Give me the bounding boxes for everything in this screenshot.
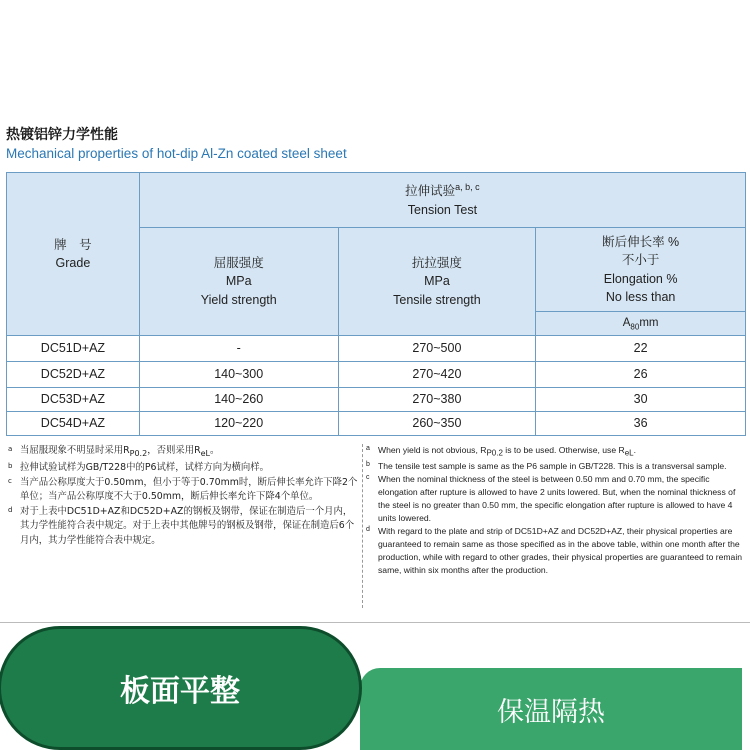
page-title-en: Mechanical properties of hot-dip Al-Zn coated steel sheet — [6, 146, 347, 161]
yield-cell: 120~220 — [139, 412, 338, 436]
bottom-divider — [0, 622, 750, 623]
yield-cell: - — [139, 336, 338, 362]
insulation-button[interactable]: 保温隔热 — [360, 668, 742, 750]
grade-cell: DC51D+AZ — [7, 336, 140, 362]
tensile-header-unit: MPa — [424, 274, 450, 289]
grade-header-en: Grade — [55, 256, 91, 270]
elong-cell: 26 — [536, 362, 746, 388]
table-row — [7, 412, 746, 436]
footnote-en-c: c When the nominal thickness of the steel is between 0.50 mm and 0.70 mm, the specific elongation after rupture is allowed to have 2 units lowered. But, when the nominal thickness of the steel is no greater than 0.50 mm, the specific elongation after rupture is allowed to have 4 units lowered. — [366, 473, 736, 523]
footnote-cn-b: b 拉伸试验试样为GB/T228中的P6试样，试样方向为横向样。 — [8, 462, 269, 474]
footnote-cn-c: c 当产品公称厚度大于0.50mm，但小于等于0.70mm时，断后伸长率允许下降2个单位；当产品公称厚度不大于0.50mm，断后伸长率允许下降4个单位。 — [8, 476, 358, 503]
footnote-cn-a: a 当屈服现象不明显时采用RP0.2，否则采用ReL。 — [8, 445, 220, 458]
tension-test-header — [139, 173, 745, 228]
flat-surface-button[interactable]: 板面平整 — [0, 626, 362, 750]
gauge-length-header: $A_{80}mm$ — [536, 312, 746, 336]
tension-header-en: Tension Test — [407, 202, 478, 217]
yield-header-unit: MPa — [225, 274, 252, 289]
elong-header-en2: No less than — [605, 289, 676, 304]
grade-cell: DC54D+AZ — [7, 412, 140, 436]
tension-header-sup: a, b, c — [455, 182, 480, 193]
yield-header-en: Yield strength — [200, 292, 277, 307]
yield-strength-header — [139, 228, 338, 336]
tensile-cell: 270~420 — [338, 362, 536, 388]
grade-header — [7, 173, 140, 336]
tensile-header-en: Tensile strength — [393, 292, 481, 307]
yield-header-cn: 屈服强度 — [213, 256, 264, 271]
notes-divider — [362, 444, 363, 608]
footnote-en-b: b The tensile test sample is same as the P6 sample in GB/T228. This is a transversal sample. — [366, 460, 727, 471]
footnotes-cn — [8, 444, 360, 548]
tensile-strength-header — [338, 228, 536, 336]
yield-cell: 140~260 — [139, 388, 338, 412]
table-row — [7, 362, 746, 388]
elong-header-cn: 断后伸长率 % — [602, 235, 680, 250]
elong-cell: 30 — [536, 388, 746, 412]
elong-cell: 36 — [536, 412, 746, 436]
tensile-header-cn: 抗拉强度 — [411, 256, 462, 271]
elong-cell: 22 — [536, 336, 746, 362]
grade-cell: DC52D+AZ — [7, 362, 140, 388]
elong-header-en: Elongation % — [603, 271, 678, 286]
grade-cell: DC53D+AZ — [7, 388, 140, 412]
tensile-cell: 270~380 — [338, 388, 536, 412]
footnote-en-a: a When yield is not obvious, RP0.2 is to be used. Otherwise, use ReL. — [366, 445, 637, 458]
footnote-en-d: d With regard to the plate and strip of DC51D+AZ and DC52D+AZ, their physical properties are guaranteed to remain same as those specified as in the above table, within one month after the production, while with regard to other grades, their physical properties are guaranteed to remain same, within six months after the production. — [366, 525, 743, 575]
tension-header-cn: 拉伸试验 — [405, 184, 456, 199]
table-row — [7, 336, 746, 362]
yield-cell: 140~300 — [139, 362, 338, 388]
tensile-cell: 270~500 — [338, 336, 536, 362]
elong-header-cn2: 不小于 — [621, 253, 660, 268]
elongation-header — [536, 228, 746, 312]
grade-header-cn: 牌 号 — [54, 237, 92, 252]
footnotes-en — [366, 444, 746, 577]
tensile-cell: 260~350 — [338, 412, 536, 436]
page-title-cn: 热镀铝锌力学性能 — [6, 127, 118, 143]
table-row — [7, 388, 746, 412]
footnote-cn-d: d 对于上表中DC51D+AZ和DC52D+AZ的钢板及钢带，保证在制造后一个月内，其力学性能符合表中规定。对于上表中其他牌号的钢板及钢带，保证在制造后6个月内，其力学性能符合表中规定。 — [8, 505, 355, 546]
mechanical-properties-table — [6, 172, 746, 436]
